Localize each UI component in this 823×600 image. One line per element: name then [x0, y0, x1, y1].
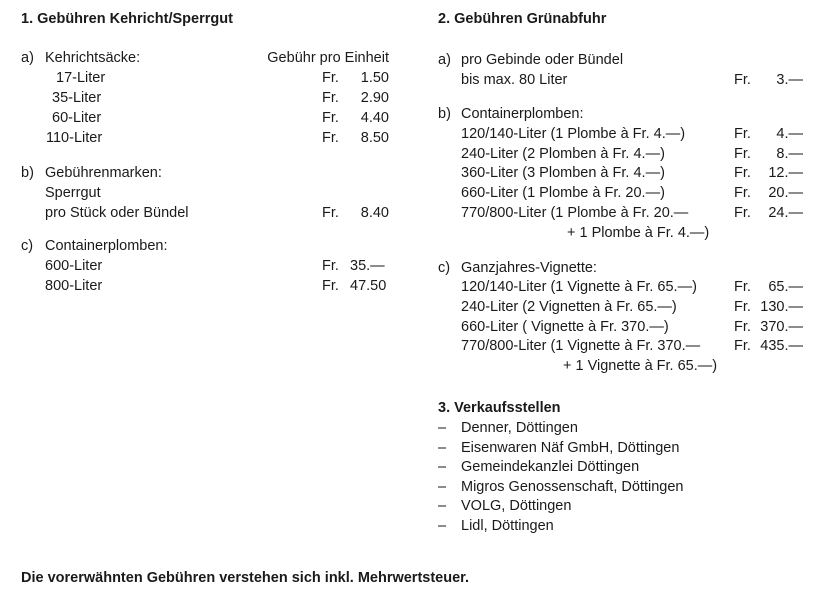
list-bullet: –	[438, 420, 447, 436]
table-row-price: 47.50	[350, 278, 387, 294]
section2-c-label: Ganzjahres-Vignette:	[461, 260, 597, 276]
section1-title: 1. Gebühren Kehricht/Sperrgut	[21, 11, 233, 27]
table-row-currency: Fr.	[734, 126, 751, 142]
table-row-price: 12.—	[768, 165, 803, 181]
table-row-currency: Fr.	[734, 338, 751, 354]
table-row-currency: Fr.	[734, 319, 751, 335]
section1-b-marker: b)	[21, 165, 34, 181]
list-item: Migros Genossenschaft, Döttingen	[461, 479, 684, 495]
table-row-price: 435.—	[760, 338, 803, 354]
table-row-label: 120/140-Liter (1 Plombe à Fr. 4.—)	[461, 126, 686, 142]
table-row-currency: Fr.	[734, 279, 751, 295]
table-row-currency: Fr.	[734, 205, 751, 221]
table-row-currency: Fr.	[322, 278, 339, 294]
table-row-label: 360-Liter (3 Plomben à Fr. 4.—)	[461, 165, 665, 181]
table-row-currency: Fr.	[322, 205, 339, 221]
table-row-currency: Fr.	[322, 258, 339, 274]
list-item: Eisenwaren Näf GmbH, Döttingen	[461, 440, 680, 456]
section2-b-label: Containerplomben:	[461, 106, 584, 122]
section2-a-marker: a)	[438, 52, 451, 68]
list-item: Lidl, Döttingen	[461, 518, 554, 534]
table-row-price: 3.—	[776, 72, 803, 88]
table-row-price: 370.—	[760, 319, 803, 335]
table-row-currency: Fr.	[322, 110, 339, 126]
table-row-currency: Fr.	[322, 130, 339, 146]
table-row-price: 2.90	[360, 90, 389, 106]
list-bullet: –	[438, 459, 447, 475]
table-row-price: 1.50	[360, 70, 389, 86]
section1-a-col-header: Gebühr pro Einheit	[267, 50, 389, 66]
section1-b-line1: Sperrgut	[45, 185, 101, 201]
table-row-price: 4.—	[776, 126, 803, 142]
table-row-label: 800-Liter	[45, 278, 103, 294]
table-row-currency: Fr.	[322, 70, 339, 86]
table-row-currency: Fr.	[734, 299, 751, 315]
table-row-currency: Fr.	[734, 146, 751, 162]
table-row-price: 8.50	[360, 130, 389, 146]
table-row-label: 17-Liter	[56, 70, 106, 86]
table-row-label: 770/800-Liter (1 Plombe à Fr. 20.—	[461, 205, 689, 221]
table-row-price: 35.—	[350, 258, 385, 274]
table-row-label: 240-Liter (2 Plomben à Fr. 4.—)	[461, 146, 665, 162]
section2-title: 2. Gebühren Grünabfuhr	[438, 11, 607, 27]
table-row-label: 240-Liter (2 Vignetten à Fr. 65.—)	[461, 299, 677, 315]
table-row-label: 660-Liter (1 Plombe à Fr. 20.—)	[461, 185, 665, 201]
section1-c-marker: c)	[21, 238, 34, 254]
footer-note: Die vorerwähnten Gebühren verstehen sich inkl. Mehrwertsteuer.	[21, 570, 470, 586]
table-row-price: 65.—	[768, 279, 803, 295]
table-row-currency: Fr.	[322, 90, 339, 106]
list-item: Gemeindekanzlei Döttingen	[461, 459, 640, 475]
section1-b-label: Gebührenmarken:	[45, 165, 162, 181]
table-row-currency: Fr.	[734, 72, 751, 88]
table-row-currency: Fr.	[734, 165, 751, 181]
table-row-currency: Fr.	[734, 185, 751, 201]
table-row-label: 660-Liter ( Vignette à Fr. 370.—)	[461, 319, 669, 335]
table-row-price: 4.40	[360, 110, 389, 126]
table-row-label: 110-Liter	[46, 130, 103, 146]
list-bullet: –	[438, 518, 447, 534]
table-row-price: 130.—	[760, 299, 803, 315]
table-row-label: 35-Liter	[52, 90, 102, 106]
table-row-price: 8.—	[776, 146, 803, 162]
table-row-continuation: + 1 Vignette à Fr. 65.—)	[563, 358, 718, 374]
table-row-price: 20.—	[768, 185, 803, 201]
section1-c-label: Containerplomben:	[45, 238, 168, 254]
table-row-price: 24.—	[768, 205, 803, 221]
table-row-label: 600-Liter	[45, 258, 103, 274]
section2-b-marker: b)	[438, 106, 451, 122]
section2-c-marker: c)	[438, 260, 451, 276]
section1-a-marker: a)	[21, 50, 34, 66]
list-item: Denner, Döttingen	[461, 420, 578, 436]
section3-title: 3. Verkaufsstellen	[438, 400, 561, 416]
section2-a-label: pro Gebinde oder Bündel	[461, 52, 624, 68]
list-bullet: –	[438, 498, 447, 514]
list-bullet: –	[438, 479, 447, 495]
section1-b-line2: pro Stück oder Bündel	[45, 205, 189, 221]
list-bullet: –	[438, 440, 447, 456]
table-row-label: 120/140-Liter (1 Vignette à Fr. 65.—)	[461, 279, 697, 295]
list-item: VOLG, Döttingen	[461, 498, 572, 514]
section1-a-label: Kehrichtsäcke:	[45, 50, 141, 66]
table-row-price: 8.40	[360, 205, 389, 221]
section2-a-line2: bis max. 80 Liter	[461, 72, 568, 88]
table-row-label: 60-Liter	[52, 110, 102, 126]
table-row-label: 770/800-Liter (1 Vignette à Fr. 370.—	[461, 338, 701, 354]
table-row-continuation: + 1 Plombe à Fr. 4.—)	[567, 225, 710, 241]
